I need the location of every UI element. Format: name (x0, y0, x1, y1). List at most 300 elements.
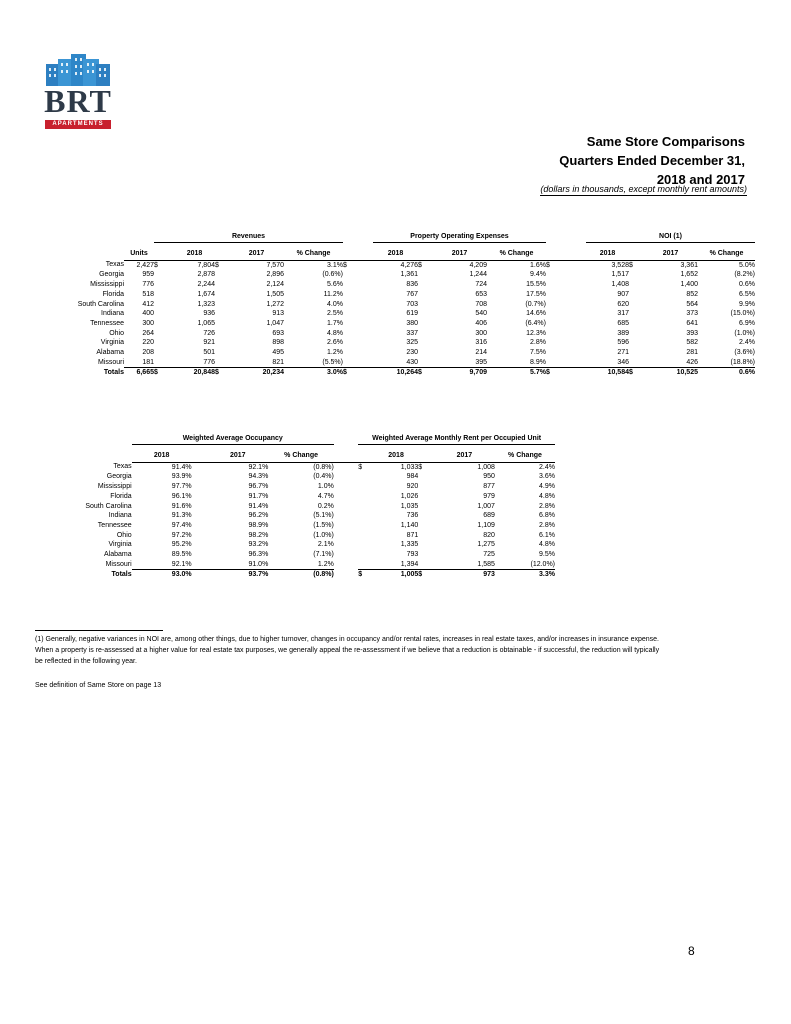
rent-2017: 1,007 (477, 502, 495, 510)
currency-symbol: $ (343, 261, 347, 269)
spacer (334, 560, 358, 570)
occupancy-2017: 91.0% (207, 560, 268, 570)
footnote-rule (35, 630, 163, 631)
spacer (192, 521, 208, 531)
noi-change: 6.5% (739, 290, 755, 298)
units-value: 6,665 (136, 369, 154, 377)
revenue-2017: 913 (272, 310, 284, 318)
group-noi: NOI (1) (586, 232, 755, 242)
occupancy-2018: 89.5% (171, 551, 192, 559)
occupancy-2017: 94.3% (248, 473, 269, 481)
occupancy-change: 4.7% (317, 492, 334, 500)
footnote-line3: be reflected in the following year. (35, 658, 137, 665)
currency-symbol (418, 540, 434, 550)
units-value: 2,427 (136, 261, 154, 269)
occupancy-change: (5.1%) (313, 512, 334, 520)
noi-change: (18.8%) (698, 358, 755, 368)
currency-symbol: $ (358, 463, 363, 471)
expenses-2017: 9,709 (469, 369, 487, 377)
footnote-line1: (1) Generally, negative variances in NOI are, among other things, due to higher turnover, changes in occupancy and/or rental rates, increases in real estate taxes, and/or increases in insurance expense. (35, 636, 659, 643)
occupancy-change: (0.4%) (313, 473, 334, 481)
currency-symbol (546, 309, 586, 319)
spacer (192, 482, 208, 492)
currency-symbol (418, 329, 432, 339)
currency-symbol (358, 560, 374, 570)
state-label: Totals (111, 571, 132, 579)
revenue-change: (0.6%) (322, 271, 343, 279)
group-revenues: Revenues (154, 232, 343, 242)
spacer (334, 511, 358, 521)
currency-symbol (418, 270, 432, 280)
expenses-2018: 619 (406, 310, 418, 318)
logo-text: BRT (44, 83, 112, 119)
noi-2017: 641 (686, 319, 698, 327)
spacer (192, 492, 208, 502)
currency-symbol: $ (154, 369, 158, 377)
rent-2018: 736 (406, 512, 419, 520)
occupancy-2017: 93.2% (248, 541, 269, 549)
units-value: 776 (142, 281, 154, 289)
currency-symbol (546, 290, 586, 300)
occupancy-2018: 95.2% (171, 541, 192, 549)
currency-symbol (546, 319, 586, 329)
currency-symbol (546, 329, 586, 339)
table-row (55, 462, 555, 472)
rent-2017: 689 (483, 512, 495, 520)
spacer (192, 472, 208, 482)
group-rent: Weighted Average Monthly Rent per Occupied Unit (358, 434, 555, 444)
currency-symbol: $ (358, 571, 363, 579)
rent-2017: 979 (483, 492, 495, 500)
state-label: Mississippi (90, 281, 124, 289)
currency-symbol (215, 270, 229, 280)
spacer (334, 540, 358, 550)
expenses-2018: 325 (406, 339, 418, 347)
currency-symbol (418, 521, 434, 531)
occupancy-change: (1.5%) (313, 521, 334, 529)
rent-change: 3.3% (539, 571, 555, 579)
title-line3: 2018 and 2017 (656, 172, 745, 187)
noi-2017: 281 (686, 349, 698, 357)
table-row (55, 270, 755, 280)
spacer (192, 502, 208, 512)
header-rev-2017: 2017 (229, 249, 284, 261)
table-row (55, 560, 555, 570)
revenue-change: 1.7% (327, 319, 343, 327)
rent-2017: 725 (483, 551, 495, 559)
revenue-2017: 693 (272, 329, 284, 337)
currency-symbol (343, 300, 373, 310)
buildings-icon (43, 52, 113, 86)
currency-symbol (215, 329, 229, 339)
noi-2017: 1,400 (680, 281, 698, 289)
noi-2017: 564 (686, 300, 698, 308)
expenses-2018: 703 (406, 300, 418, 308)
revenue-change: 4.0% (327, 300, 343, 308)
table-row (55, 329, 755, 339)
header-occ-change: % Change (268, 451, 334, 463)
state-label: South Carolina (85, 502, 132, 510)
currency-symbol (215, 280, 229, 290)
expenses-2017: 406 (475, 319, 487, 327)
revenue-2017: 7,570 (266, 261, 284, 269)
currency-symbol (546, 358, 586, 368)
currency-symbol (418, 482, 434, 492)
rent-change: 3.6% (539, 473, 555, 481)
table-row (55, 511, 555, 521)
state-label: Missouri (97, 358, 124, 366)
currency-symbol (154, 290, 174, 300)
noi-change: 0.6% (739, 369, 755, 377)
revenue-2018: 936 (203, 310, 215, 318)
currency-symbol (215, 358, 229, 368)
revenue-change: 5.6% (327, 281, 343, 289)
expenses-2018: 767 (406, 290, 418, 298)
currency-symbol: $ (546, 261, 550, 269)
table-row (55, 280, 755, 290)
table-row (55, 472, 555, 482)
page-number: 8 (688, 944, 695, 958)
expenses-2017: 316 (475, 339, 487, 347)
currency-symbol (629, 270, 643, 280)
currency-symbol (418, 280, 432, 290)
noi-2018: 271 (617, 349, 629, 357)
state-label: Texas (113, 463, 132, 471)
units-value: 400 (142, 310, 154, 318)
revenue-2017: 2,124 (266, 281, 284, 289)
state-label: Georgia (106, 473, 132, 481)
currency-symbol (418, 309, 432, 319)
state-label: Mississippi (97, 483, 132, 491)
expenses-2017: 395 (432, 358, 487, 368)
units-value: 264 (142, 329, 154, 337)
currency-symbol (215, 319, 229, 329)
units-value: 300 (142, 319, 154, 327)
table-row (55, 309, 755, 319)
revenue-2018: 7,804 (197, 261, 215, 269)
currency-symbol (418, 319, 432, 329)
table-row (55, 260, 755, 270)
totals-row (55, 368, 755, 378)
currency-symbol (215, 300, 229, 310)
currency-symbol (629, 300, 643, 310)
revenue-change: 11.2% (323, 290, 343, 298)
currency-symbol (629, 348, 643, 358)
header-rent-change: % Change (495, 451, 555, 463)
occupancy-change: (0.8%) (313, 571, 334, 579)
currency-symbol (154, 358, 174, 368)
currency-symbol (358, 540, 374, 550)
rent-2017: 973 (483, 571, 495, 579)
currency-symbol (215, 338, 229, 348)
state-label: Tennessee (90, 319, 124, 327)
currency-symbol (629, 280, 643, 290)
noi-2018: 1,408 (611, 281, 629, 289)
state-label: Virginia (100, 339, 124, 347)
currency-symbol (418, 338, 432, 348)
currency-symbol (418, 511, 434, 521)
expenses-change: 9.4% (530, 271, 546, 279)
currency-symbol (343, 338, 373, 348)
rent-change: 2.8% (539, 502, 555, 510)
currency-symbol (546, 348, 586, 358)
revenue-change: 3.1% (327, 261, 343, 269)
occupancy-2017: 98.2% (248, 531, 269, 539)
rent-2017: 1,585 (434, 560, 495, 570)
currency-symbol (343, 358, 373, 368)
occupancy-2018: 91.3% (171, 512, 192, 520)
rent-change: 2.8% (539, 521, 555, 529)
noi-2017: 3,361 (680, 261, 698, 269)
state-label: Virginia (108, 541, 132, 549)
currency-symbol (154, 319, 174, 329)
expenses-change: 5.7% (530, 369, 546, 377)
rent-2018: 1,026 (400, 492, 419, 500)
rent-2017: 1,109 (477, 521, 495, 529)
noi-change: 2.4% (739, 339, 755, 347)
revenue-change: 2.6% (327, 339, 343, 347)
spacer (334, 462, 358, 472)
header-exp-change: % Change (487, 249, 546, 261)
revenue-2017: 2,896 (266, 271, 284, 279)
page-title (559, 132, 745, 189)
revenue-2018: 20,848 (193, 369, 215, 377)
revenue-change: 3.0% (327, 369, 343, 377)
currency-symbol (418, 502, 434, 512)
noi-2018: 389 (617, 329, 629, 337)
currency-symbol: $ (629, 261, 633, 269)
currency-symbol: $ (215, 369, 219, 377)
currency-symbol: $ (215, 261, 219, 269)
currency-symbol (418, 348, 432, 358)
expenses-change: 14.6% (526, 310, 546, 318)
revenue-2018: 501 (203, 349, 215, 357)
expenses-change: 17.5% (526, 290, 546, 298)
currency-symbol (343, 280, 373, 290)
expenses-change: 8.9% (487, 358, 546, 368)
currency-symbol (358, 492, 374, 502)
noi-2017: 10,525 (676, 369, 698, 377)
expenses-change: 1.6% (530, 261, 546, 269)
noi-change: 9.9% (739, 300, 755, 308)
expenses-change: (0.7%) (525, 300, 546, 308)
currency-symbol: $ (418, 571, 423, 579)
spacer (334, 550, 358, 560)
footnote (35, 634, 755, 667)
revenue-2017: 898 (272, 339, 284, 347)
spacer (192, 540, 208, 550)
rent-2017: 1,008 (477, 463, 495, 471)
state-label: Indiana (101, 310, 124, 318)
currency-symbol (154, 280, 174, 290)
occupancy-2017: 98.9% (248, 521, 269, 529)
currency-symbol (358, 521, 374, 531)
state-label: Ohio (116, 531, 132, 539)
currency-symbol (358, 502, 374, 512)
noi-change: 5.0% (739, 261, 755, 269)
currency-symbol (358, 472, 374, 482)
rent-change: 6.8% (539, 512, 555, 520)
noi-2018: 620 (617, 300, 629, 308)
currency-symbol (154, 348, 174, 358)
currency-symbol (418, 300, 432, 310)
expenses-change: 7.5% (530, 349, 546, 357)
spacer (334, 482, 358, 492)
state-label: Tennessee (97, 521, 132, 529)
rent-change: 4.9% (539, 483, 555, 491)
noi-2018: 10,584 (607, 369, 629, 377)
currency-symbol (546, 270, 586, 280)
title-line1: Same Store Comparisons (586, 134, 745, 149)
rent-2018: 1,035 (400, 502, 419, 510)
state-label: Totals (103, 369, 124, 377)
noi-2017: 373 (686, 310, 698, 318)
table-row (55, 502, 555, 512)
currency-symbol (358, 482, 374, 492)
currency-symbol (418, 531, 434, 541)
currency-symbol (358, 550, 374, 560)
units-value: 518 (142, 290, 154, 298)
expenses-2017: 1,244 (469, 271, 487, 279)
header-exp-2018: 2018 (373, 249, 418, 261)
expenses-2017: 214 (475, 349, 487, 357)
rent-2018: 920 (406, 483, 419, 491)
currency-symbol (343, 309, 373, 319)
revenue-2018: 1,674 (197, 290, 215, 298)
revenue-2018: 1,323 (197, 300, 215, 308)
header-noi-2018: 2018 (586, 249, 629, 261)
table-row (55, 540, 555, 550)
noi-2018: 346 (586, 358, 629, 368)
currency-symbol (154, 338, 174, 348)
expenses-2017: 653 (475, 290, 487, 298)
noi-2018: 685 (617, 319, 629, 327)
spacer (334, 492, 358, 502)
noi-2018: 3,528 (611, 261, 629, 269)
rent-2017: 820 (483, 531, 495, 539)
currency-symbol: $ (154, 261, 158, 269)
currency-symbol: $ (418, 369, 422, 377)
revenue-change: 4.8% (327, 329, 343, 337)
currency-symbol (546, 300, 586, 310)
noi-2018: 596 (617, 339, 629, 347)
noi-2017: 582 (686, 339, 698, 347)
state-label: Alabama (96, 349, 124, 357)
totals-row (55, 570, 555, 580)
rent-2017: 1,275 (477, 541, 495, 549)
currency-symbol (215, 309, 229, 319)
occupancy-change: 1.0% (317, 483, 334, 491)
occupancy-change: (0.8%) (313, 463, 334, 471)
revenue-2017: 821 (229, 358, 284, 368)
expenses-2018: 337 (406, 329, 418, 337)
rent-2017: 950 (483, 473, 495, 481)
occupancy-2017: 96.7% (248, 483, 269, 491)
noi-2018: 907 (617, 290, 629, 298)
noi-change: (1.0%) (734, 329, 755, 337)
occupancy-2017: 96.2% (248, 512, 269, 520)
revenue-2018: 2,878 (197, 271, 215, 279)
occupancy-2018: 97.4% (171, 521, 192, 529)
noi-2017: 1,652 (680, 271, 698, 279)
currency-symbol (629, 290, 643, 300)
noi-2018: 1,517 (611, 271, 629, 279)
expenses-2017: 4,209 (469, 261, 487, 269)
rent-2017: 877 (483, 483, 495, 491)
rent-change: 4.8% (539, 541, 555, 549)
occupancy-2017: 93.7% (248, 571, 269, 579)
units-value: 412 (142, 300, 154, 308)
occupancy-2018: 97.2% (171, 531, 192, 539)
brt-logo (43, 52, 113, 132)
expenses-2018: 836 (406, 281, 418, 289)
revenue-2017: 1,047 (266, 319, 284, 327)
state-label: Alabama (104, 551, 132, 559)
currency-symbol (343, 329, 373, 339)
header-rent-2017: 2017 (434, 451, 495, 463)
spacer (192, 570, 208, 580)
header-noi-change: % Change (698, 249, 755, 261)
currency-symbol (546, 338, 586, 348)
occupancy-2017: 91.7% (248, 492, 269, 500)
currency-symbol (629, 319, 643, 329)
rent-change: 2.4% (539, 463, 555, 471)
header-occ-2018: 2018 (132, 451, 192, 463)
expenses-2017: 724 (475, 281, 487, 289)
occupancy-change: 0.2% (317, 502, 334, 510)
currency-symbol: $ (343, 369, 347, 377)
revenue-2018: 2,244 (197, 281, 215, 289)
currency-symbol (215, 290, 229, 300)
occupancy-2018: 93.9% (171, 473, 192, 481)
currency-symbol (343, 348, 373, 358)
currency-symbol (418, 492, 434, 502)
expenses-2017: 708 (475, 300, 487, 308)
occupancy-rent-table (55, 434, 555, 580)
occupancy-2018: 97.7% (171, 483, 192, 491)
currency-symbol (546, 280, 586, 290)
revenue-change: 2.5% (327, 310, 343, 318)
expenses-2018: 380 (406, 319, 418, 327)
spacer (334, 502, 358, 512)
currency-symbol: $ (629, 369, 633, 377)
rent-2018: 793 (406, 551, 419, 559)
occupancy-change: (7.1%) (313, 551, 334, 559)
revenue-2017: 495 (272, 349, 284, 357)
occupancy-2017: 92.1% (248, 463, 269, 471)
state-label: Florida (102, 290, 124, 298)
spacer (192, 531, 208, 541)
currency-symbol (629, 358, 643, 368)
rent-change: 4.8% (539, 492, 555, 500)
revenue-change: (5.5%) (284, 358, 343, 368)
table-row (55, 300, 755, 310)
units-value: 220 (142, 339, 154, 347)
expenses-2018: 4,276 (400, 261, 418, 269)
revenue-2018: 1,065 (197, 319, 215, 327)
currency-symbol (215, 348, 229, 358)
revenue-2018: 921 (203, 339, 215, 347)
state-label: Florida (110, 492, 132, 500)
rent-change: 6.1% (539, 531, 555, 539)
rent-2018: 871 (406, 531, 419, 539)
spacer (192, 511, 208, 521)
subtitle: (dollars in thousands, except monthly rent amounts) (540, 184, 747, 194)
spacer (192, 550, 208, 560)
spacer (334, 531, 358, 541)
currency-symbol (154, 270, 174, 280)
currency-symbol (629, 309, 643, 319)
